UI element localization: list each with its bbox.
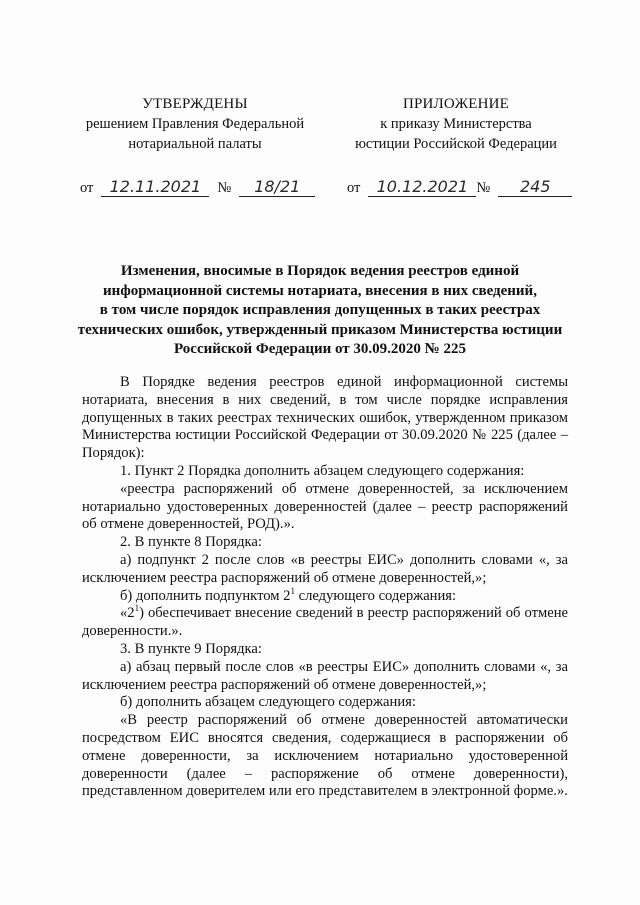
item-2b-tail: следующего содержания: (294, 587, 457, 604)
order-date: 10.12.2021 (368, 178, 476, 197)
appendix-title: ПРИЛОЖЕНИЕ (402, 96, 510, 112)
paragraph-item-2b-text (82, 605, 568, 641)
document-title (70, 262, 570, 360)
title-line-3: в том числе порядок исправления допущенных в таких реестрах (99, 302, 541, 319)
approval-header (70, 94, 320, 154)
paragraph-item-2: 2. В пункте 8 Порядка: (120, 534, 262, 551)
approval-number: 18/21 (239, 178, 315, 197)
paragraph-item-3a: а) абзац первый после слов «в реестры ЕИС» дополнить словами «, за исключением реестра распоряжений об отмене доверенностей,»; (82, 658, 568, 693)
title-line-1: Изменения, вносимые в Порядок ведения реестров единой (120, 263, 520, 279)
subitem-superscript: 1 (134, 603, 140, 614)
appendix-line-2: юстиции Российской Федерации (355, 136, 557, 152)
approval-date-line (80, 178, 315, 197)
paragraph-item-2b (82, 585, 568, 606)
approval-date: 12.11.2021 (101, 178, 209, 197)
item-2b-superscript: 1 (290, 585, 295, 596)
approval-title: УТВЕРЖДЕНЫ (142, 96, 248, 112)
approval-number-label: № (217, 180, 232, 196)
item-2b-text: б) дополнить подпунктом 2 (120, 587, 291, 604)
appendix-header (340, 94, 572, 154)
order-from-label: от (347, 180, 361, 196)
approval-line-2: нотариальной палаты (128, 136, 262, 152)
order-date-line (347, 178, 572, 197)
paragraph-item-1-text: «реестра распоряжений об отмене доверенностей, за исключением нотариально удостоверенных доверенностей (далее – реестр распоряжений об отмене доверенностей, РОД).». (82, 480, 568, 533)
paragraph-item-3b: б) дополнить абзацем следующего содержания: (120, 694, 416, 711)
paragraph-intro: В Порядке ведения реестров единой информационной системы нотариата, внесения в них сведений, в том числе порядке исправления допущенных в таких реестрах технических ошибок, утвержденном приказом Министерства юстиции Российской Федерации от 30.09.2020 № 225 (далее – Порядок): (82, 374, 568, 462)
paragraph-item-3b-text: «В реестр распоряжений об отмене доверенностей автоматически посредством ЕИС вносятся сведения, содержащиеся в распоряжении об отмене доверенности, за исключением нотариально удостоверенной доверенности (далее – распоряжение об отмене доверенности), представленном доверителем или его представителем в электронной форме.». (82, 712, 568, 800)
paragraph-item-1: 1. Пункт 2 Порядка дополнить абзацем следующего содержания: (120, 462, 525, 479)
order-number: 245 (498, 178, 572, 197)
title-line-2: информационной системы нотариата, внесения в них сведений, (103, 282, 537, 299)
order-number-label: № (476, 180, 491, 196)
title-line-5: Российской Федерации от 30.09.2020 № 225 (174, 341, 466, 358)
appendix-line-1: к приказу Министерства (380, 116, 532, 132)
paragraph-item-2a: а) подпункт 2 после слов «в реестры ЕИС» дополнить словами «, за исключением реестра распоряжений об отмене доверенностей,»; (82, 551, 568, 586)
title-line-4: технических ошибок, утвержденный приказом Министерства юстиции (77, 321, 563, 338)
approval-from-label: от (80, 180, 94, 196)
document-body (82, 374, 568, 801)
paragraph-item-3: 3. В пункте 9 Порядка: (120, 640, 262, 657)
subitem-text: «2 (120, 605, 135, 622)
subitem-tail: ) обеспечивает внесение сведений в реестр распоряжений об отмене доверенности.». (82, 605, 568, 640)
approval-line-1: решением Правления Федеральной (85, 116, 305, 132)
